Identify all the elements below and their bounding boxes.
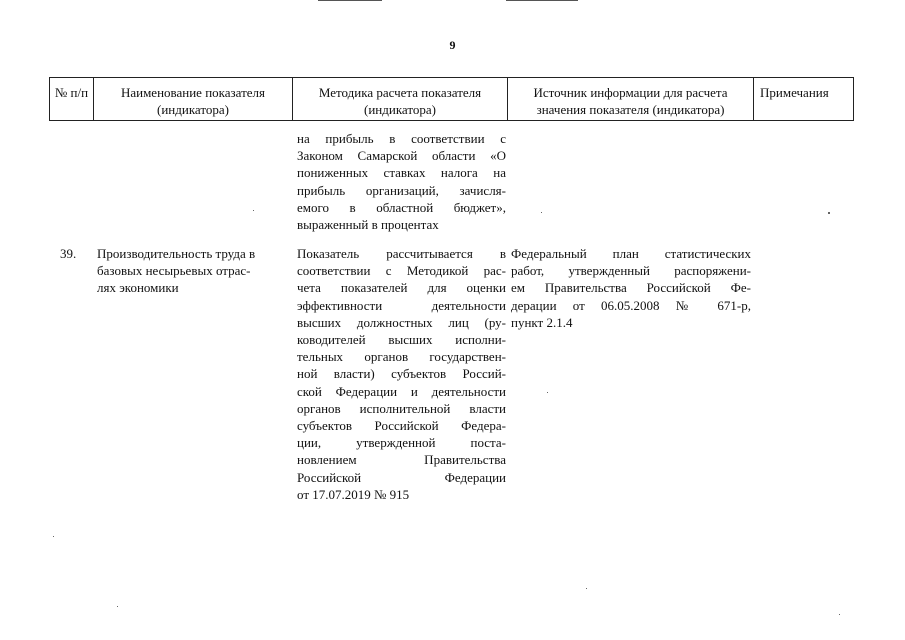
row-source-line: работ, утвержденный распоряжени- — [511, 263, 751, 279]
header-source: Источник информации для расчета значения показателя (индикатора) — [508, 78, 754, 121]
continuation-method-line: прибыль организаций, зачисля- — [297, 182, 506, 198]
row-method-line: Показатель рассчитывается в — [297, 246, 506, 261]
row-source-line: пункт 2.1.4 — [511, 314, 573, 330]
continuation-method-line: емого в областной бюджет», — [297, 199, 506, 215]
header-name: Наименование показателя (индикатора) — [94, 78, 293, 121]
row-source — [511, 245, 751, 331]
row-method-line: высших должностных лиц (ру- — [297, 314, 506, 330]
row-method-line: органов исполнительной власти — [297, 400, 506, 416]
header-method: Методика расчета показателя (индикатора) — [293, 78, 508, 121]
scan-speck — [547, 392, 548, 393]
row-method-line: тельных органов государствен- — [297, 349, 506, 365]
indicator-name-line: лях экономики — [97, 280, 179, 296]
row-method-line: Российской Федерации — [297, 469, 506, 485]
row-method-line: ской Федерации и деятельности — [297, 383, 506, 399]
row-method-line: от 17.07.2019 № 915 — [297, 486, 410, 502]
scan-speck — [586, 588, 587, 589]
indicator-name — [97, 245, 287, 297]
continuation-method-line: пониженных ставках налога на — [297, 165, 506, 181]
page-number: 9 — [449, 38, 456, 52]
row-source-line: Федеральный план статистических — [511, 246, 751, 261]
row-number: 39. — [60, 246, 77, 261]
row-method-line: эффективности деятельности — [297, 297, 506, 313]
scan-speck — [117, 606, 118, 607]
row-source-line: ем Правительства Российской Фе- — [511, 280, 751, 296]
table-header — [49, 77, 854, 121]
row-method-line: ководителей высших исполни- — [297, 332, 506, 348]
scan-artifact-line — [506, 0, 578, 1]
continuation-method — [297, 130, 506, 233]
scan-artifact-line — [318, 0, 382, 1]
continuation-method-line: Законом Самарской области «О — [297, 148, 506, 164]
row-method-line: субъектов Российской Федера- — [297, 418, 506, 434]
row-method-line: новлением Правительства — [297, 452, 506, 468]
scan-speck — [839, 614, 840, 615]
scan-speck — [253, 210, 254, 211]
row-method-line: соответствии с Методикой рас- — [297, 263, 506, 279]
continuation-method-line: на прибыль в соответствии с — [297, 131, 506, 146]
continuation-method-line: выраженный в процентах — [297, 217, 439, 233]
indicator-name-line: базовых несырьевых отрас- — [97, 263, 251, 279]
row-source-line: дерации от 06.05.2008 № 671-р, — [511, 297, 751, 313]
row-method-line: чета показателей для оценки — [297, 280, 506, 296]
indicator-name-line: Производительность труда в — [97, 246, 256, 261]
header-num: № п/п — [50, 78, 94, 121]
header-row — [50, 78, 854, 121]
row-method — [297, 245, 506, 503]
header-notes: Примечания — [754, 78, 854, 121]
row-method-line: ции, утвержденной поста- — [297, 435, 506, 451]
scan-speck — [541, 212, 542, 213]
scan-speck — [53, 536, 54, 537]
row-method-line: ной власти) субъектов Россий- — [297, 366, 506, 382]
scan-speck — [828, 212, 830, 214]
